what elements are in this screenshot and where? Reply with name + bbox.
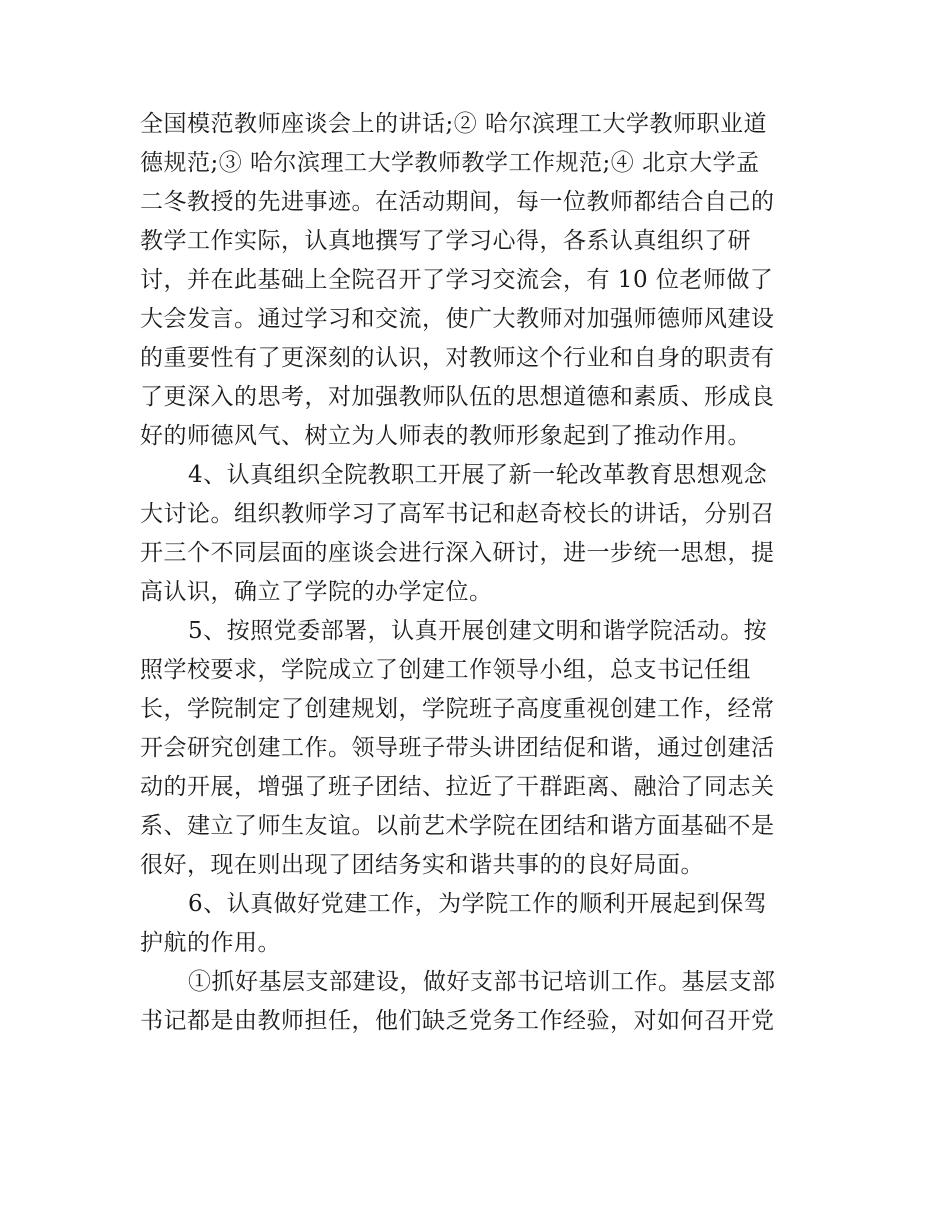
text-line: 高认识，确立了学院的办学定位。 (140, 579, 493, 605)
text-line: 二冬教授的先进事迹。在活动期间，每一位教师都结合自己的 (140, 189, 775, 215)
text-line: 教学工作实际，认真地撰写了学习心得，各系认真组织了研 (140, 228, 751, 254)
text-line: 讨，并在此基础上全院召开了学习交流会，有 10 位老师做了 (140, 267, 774, 293)
paragraph-6-start: 6、认真做好党建工作，为学院工作的顺利开展起到保驾 (188, 891, 768, 917)
text-line: 动的开展，增强了班子团结、拉近了干群距离、融洽了同志关 (140, 774, 775, 800)
text-line: 的重要性有了更深刻的认识，对教师这个行业和自身的职责有 (140, 345, 775, 371)
text-line: 书记都是由教师担任，他们缺乏党务工作经验，对如何召开党 (140, 1008, 775, 1034)
text-line: 开三个不同层面的座谈会进行深入研讨，进一步统一思想，提 (140, 540, 775, 566)
text-line: 大会发言。通过学习和交流，使广大教师对加强师德师风建设 (140, 306, 775, 332)
text-line: 大讨论。组织教师学习了高军书记和赵奇校长的讲话，分别召 (140, 501, 775, 527)
paragraph-4-start: 4、认真组织全院教职工开展了新一轮改革教育思想观念 (188, 462, 768, 488)
paragraph-6-1-start: ①抓好基层支部建设，做好支部书记培训工作。基层支部 (188, 969, 776, 995)
text-line: 护航的作用。 (140, 930, 281, 956)
text-line: 长，学院制定了创建规划，学院班子高度重视创建工作，经常 (140, 696, 775, 722)
text-line: 开会研究创建工作。领导班子带头讲团结促和谐，通过创建活 (140, 735, 775, 761)
text-line: 好的师德风气、树立为人师表的教师形象起到了推动作用。 (140, 423, 751, 449)
text-line: 德规范;③ 哈尔滨理工大学教师教学工作规范;④ 北京大学孟 (140, 150, 760, 176)
text-line: 了更深入的思考，对加强教师队伍的思想道德和素质、形成良 (140, 384, 775, 410)
text-line: 照学校要求，学院成立了创建工作领导小组，总支书记任组 (140, 657, 751, 683)
text-line: 很好，现在则出现了团结务实和谐共事的的良好局面。 (140, 852, 704, 878)
text-line: 全国模范教师座谈会上的讲话;② 哈尔滨理工大学教师职业道 (140, 111, 768, 137)
paragraph-5-start: 5、按照党委部署，认真开展创建文明和谐学院活动。按 (188, 618, 768, 644)
text-line: 系、建立了师生友谊。以前艺术学院在团结和谐方面基础不是 (140, 813, 775, 839)
document-body (140, 105, 812, 1041)
